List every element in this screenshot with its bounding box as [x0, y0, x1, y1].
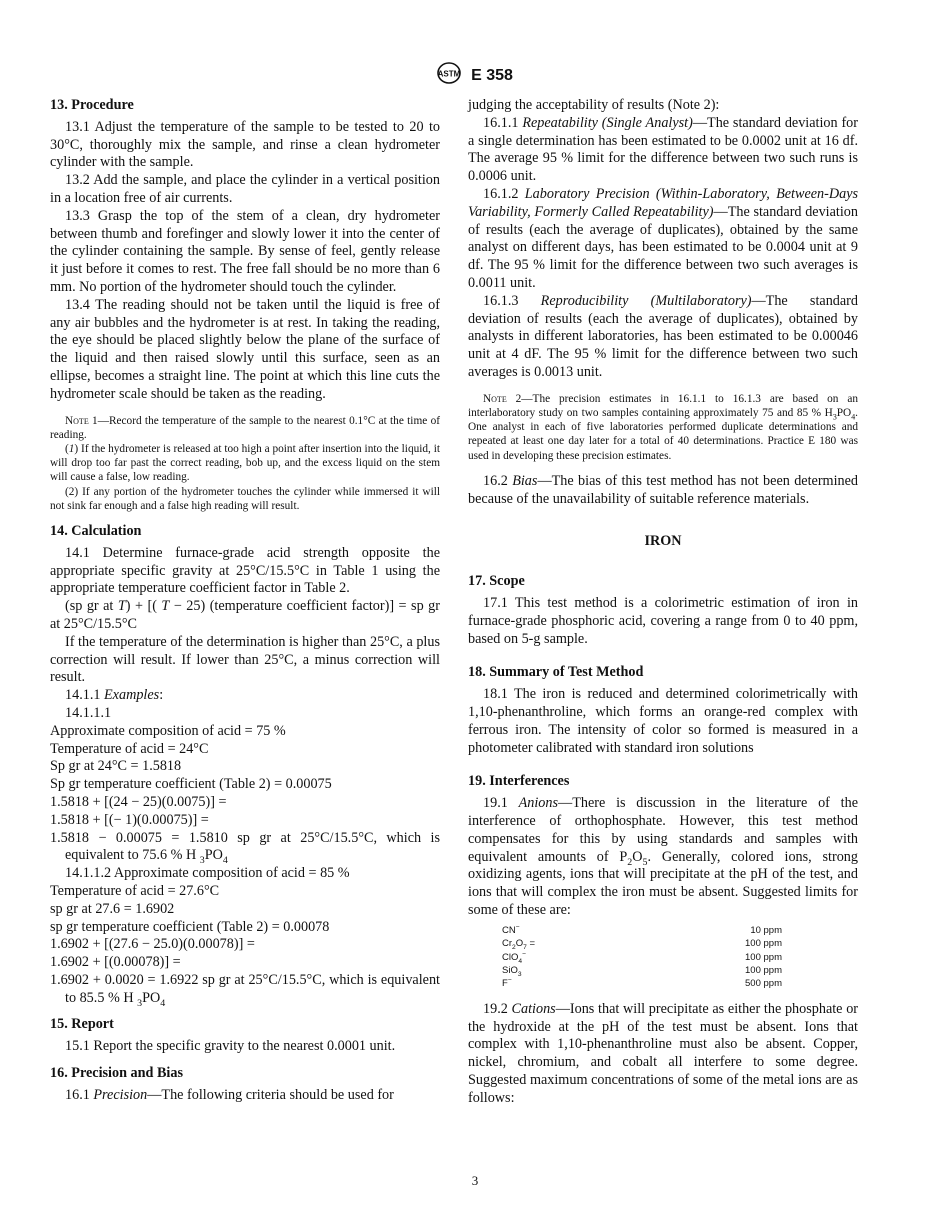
example-2-line: 1.6902 + [(0.00078)] = [50, 954, 181, 971]
para-14-1-1: 14.1.1 Examples: [65, 687, 164, 704]
note-1-item-2: (2) If any portion of the hydrometer touches the cylinder while immersed it will not sink far enough and a false high reading will result. [50, 485, 440, 512]
table-row [502, 924, 782, 937]
section-19-heading: 19. Interferences [468, 773, 570, 790]
example-2-line: Temperature of acid = 27.6°C [50, 882, 220, 899]
para-14-1-1-2: 14.1.1.2 Approximate composition of acid = 85 % [65, 865, 350, 882]
para-16-1-continued: judging the acceptability of results (Note 2): [468, 97, 720, 113]
example-2-line: sp gr temperature coefficient (Table 2) = 0.00078 [50, 918, 330, 935]
table-row [502, 951, 782, 964]
para-18-1: 18.1 The iron is reduced and determined colorimetrically with 1,10-phenanthroline, which forms an orange-red complex with ferrous iron. The intensity of color so formed is measured in a photometer calibrated with standard iron solutions [468, 686, 858, 756]
note-1 [50, 414, 440, 513]
example-1-result: 1.5818 − 0.00075 = 1.5810 sp gr at 25°C/15.5°C, which is equivalent to 75.6 % H $_3PO_4$ [50, 829, 440, 867]
limit-value: 100 ppm [745, 951, 782, 963]
para-16-1-2: 16.1.2 Laboratory Precision (Within-Laboratory, Between-Days Variability, Formerly Called Repeatability)—The standard deviation of results (each the average of duplicates), obtained by the same analyst on different days, has been estimated to be 0.0004 unit at 9 df. The 95 % limit for the difference between two such averages is 0.0011 unit. [468, 185, 859, 291]
note-1-text: Note 1—Record the temperature of the sample to the nearest 0.1°C at the time of reading. [50, 414, 440, 441]
ion-cell: ClO$_4$− [502, 950, 526, 965]
para-13-2: 13.2 Add the sample, and place the cylinder in a vertical position in a location free of air currents. [50, 172, 440, 206]
section-14-heading: 14. Calculation [50, 522, 142, 539]
limit-value: 100 ppm [745, 938, 782, 950]
table-row [502, 977, 782, 990]
section-15-heading: 15. Report [50, 1016, 114, 1033]
example-1-line: 1.5818 + [(24 − 25)(0.0075)] = [50, 793, 227, 810]
anion-limits-table [502, 924, 782, 991]
para-14-1-1-1: 14.1.1.1 [65, 704, 112, 721]
ion-cell: SiO$_3$ [502, 964, 522, 978]
page-header [0, 62, 950, 89]
limit-value: 100 ppm [745, 964, 782, 976]
para-17-1: 17.1 This test method is a colorimetric estimation of iron in furnace-grade phosphoric acid, covering a range from 0 to 40 ppm, based on 5-g sample. [468, 594, 858, 647]
example-2-line: sp gr at 27.6 = 1.6902 [50, 900, 175, 917]
para-16-1-3: 16.1.3 Reproducibility (Multilaboratory)—The standard deviation of results (each the average of duplicates), obtained by analysts in different laboratories, has been estimated to be 0.00046 unit at 4 dF. The 95 % limit for the difference between two such averages is 0.0013 unit. [468, 292, 858, 380]
limit-value: 10 ppm [750, 924, 782, 936]
ion-cell: $Cr_2O_7$ = [502, 938, 536, 951]
ion-cell: F− [502, 977, 512, 990]
example-2-result: 1.6902 + 0.0020 = 1.6922 sp gr at 25°C/15.5°C, which is equivalent to 85.5 % H $_3PO_4$ [50, 971, 440, 1009]
section-18-heading: 18. Summary of Test Method [468, 664, 644, 681]
standard-designation: E 358 [471, 66, 513, 84]
example-1-line: Approximate composition of acid = 75 % [50, 722, 286, 739]
page-number: 3 [471, 1173, 479, 1188]
para-14-1: 14.1 Determine furnace-grade acid strength opposite the appropriate specific gravity at 25°C/15.5°C in Table 1 using the appropriate temperature coefficient factor in Table 2. [50, 544, 440, 597]
table-row [502, 937, 782, 950]
para-13-3: 13.3 Grasp the top of the stem of a clean, dry hydrometer between thumb and forefinger and slowly lower it into the center of the cylinder containing the sample. By sense of feel, gently release it just before it comes to rest. The free fall should be no more than 6 mm. No portion of the hydrometer should touch the cylinder. [50, 207, 440, 295]
note-2-text: Note 2—The precision estimates in 16.1.1 to 16.1.3 are based on an interlaboratory study on two samples containing approximately 75 and 85 % $H_3PO_4$. One analyst in each of five laboratories performed duplicate determinations and repeated at least one day later for a total of 40 determinations. Practice E 180 was used in developing these precision estimates. [468, 392, 858, 462]
para-13-4: 13.4 The reading should not be taken until the liquid is free of any air bubbles and the hydrometer is at rest. In taking the reading, the eye should be placed slightly below the plane of the surface of the liquid and then raised slowly until this surface, seen as an ellipse, becomes a straight line. The point at which this line cuts the hydrometer scale should be taken as the reading. [50, 296, 440, 402]
para-16-1: 16.1 Precision—The following criteria should be used for [65, 1086, 394, 1103]
section-16-heading: 16. Precision and Bias [50, 1065, 183, 1082]
astm-logo-icon [437, 62, 461, 89]
para-19-2: 19.2 Cations—Ions that will precipitate as either the phosphate or the hydroxide at the pH of the test must be absent. Ions that complex with 1,10-phenanthroline must also be absent. Copper, nickel, chromium, and cobalt all interfere to some degree. Suggested maximum concentrations of some of the metal ions are as follows: [468, 1000, 859, 1106]
note-2 [468, 392, 858, 463]
formula: (sp gr at T) + [( T − 25) (temperature coefficient factor)] = sp gr at 25°C/15.5°C [50, 598, 440, 632]
para-14-correction: If the temperature of the determination is higher than 25°C, a plus correction will result. If lower than 25°C, a minus correction will result. [50, 633, 440, 686]
example-1-line: Sp gr temperature coefficient (Table 2) = 0.00075 [50, 776, 332, 793]
iron-heading: IRON [644, 533, 682, 550]
svg-text:ASTM: ASTM [437, 69, 461, 79]
note-1-item-1: (1) If the hydrometer is released at too high a point after insertion into the liquid, it will drop too far past the correct reading, bob up, and the excess liquid on the stem will cause a false, low reading. [50, 442, 440, 484]
example-2-line: 1.6902 + [(27.6 − 25.0)(0.00078)] = [50, 936, 255, 953]
limit-value: 500 ppm [745, 978, 782, 990]
example-1-line: Temperature of acid = 24°C [50, 740, 209, 757]
ion-cell: CN− [502, 923, 520, 936]
section-13-heading: 13. Procedure [50, 97, 134, 113]
table-row [502, 964, 782, 977]
right-column [468, 97, 858, 1108]
left-column [50, 97, 440, 1105]
section-17-heading: 17. Scope [468, 573, 525, 590]
para-13-1: 13.1 Adjust the temperature of the sample to be tested to 20 to 30°C, thoroughly mix the sample, and rinse a clean hydrometer cylinder with the sample. [50, 118, 440, 171]
example-1-line: 1.5818 + [(− 1)(0.00075)] = [50, 811, 209, 828]
example-1-line: Sp gr at 24°C = 1.5818 [50, 758, 182, 775]
para-16-1-1: 16.1.1 Repeatability (Single Analyst)—The standard deviation for a single determination has been estimated to be 0.0002 unit at 16 df. The average 95 % limit for the difference between two such runs is 0.0006 unit. [468, 114, 858, 185]
para-19-1: 19.1 Anions—There is discussion in the literature of the interference of orthophosphate. However, this test method compensates for this by using standards and samples with equivalent amounts of $P_2O_5$. Generally, colored ions, strong oxidizing agents, ions that will precipitate at the pH of the test, and ions that will complex the iron must be absent. Suggested limits for some of these are: [468, 795, 859, 918]
para-16-2: 16.2 Bias—The bias of this test method has not been determined because of the unavailability of suitable reference materials. [468, 472, 859, 507]
para-15-1: 15.1 Report the specific gravity to the nearest 0.0001 unit. [65, 1038, 396, 1055]
